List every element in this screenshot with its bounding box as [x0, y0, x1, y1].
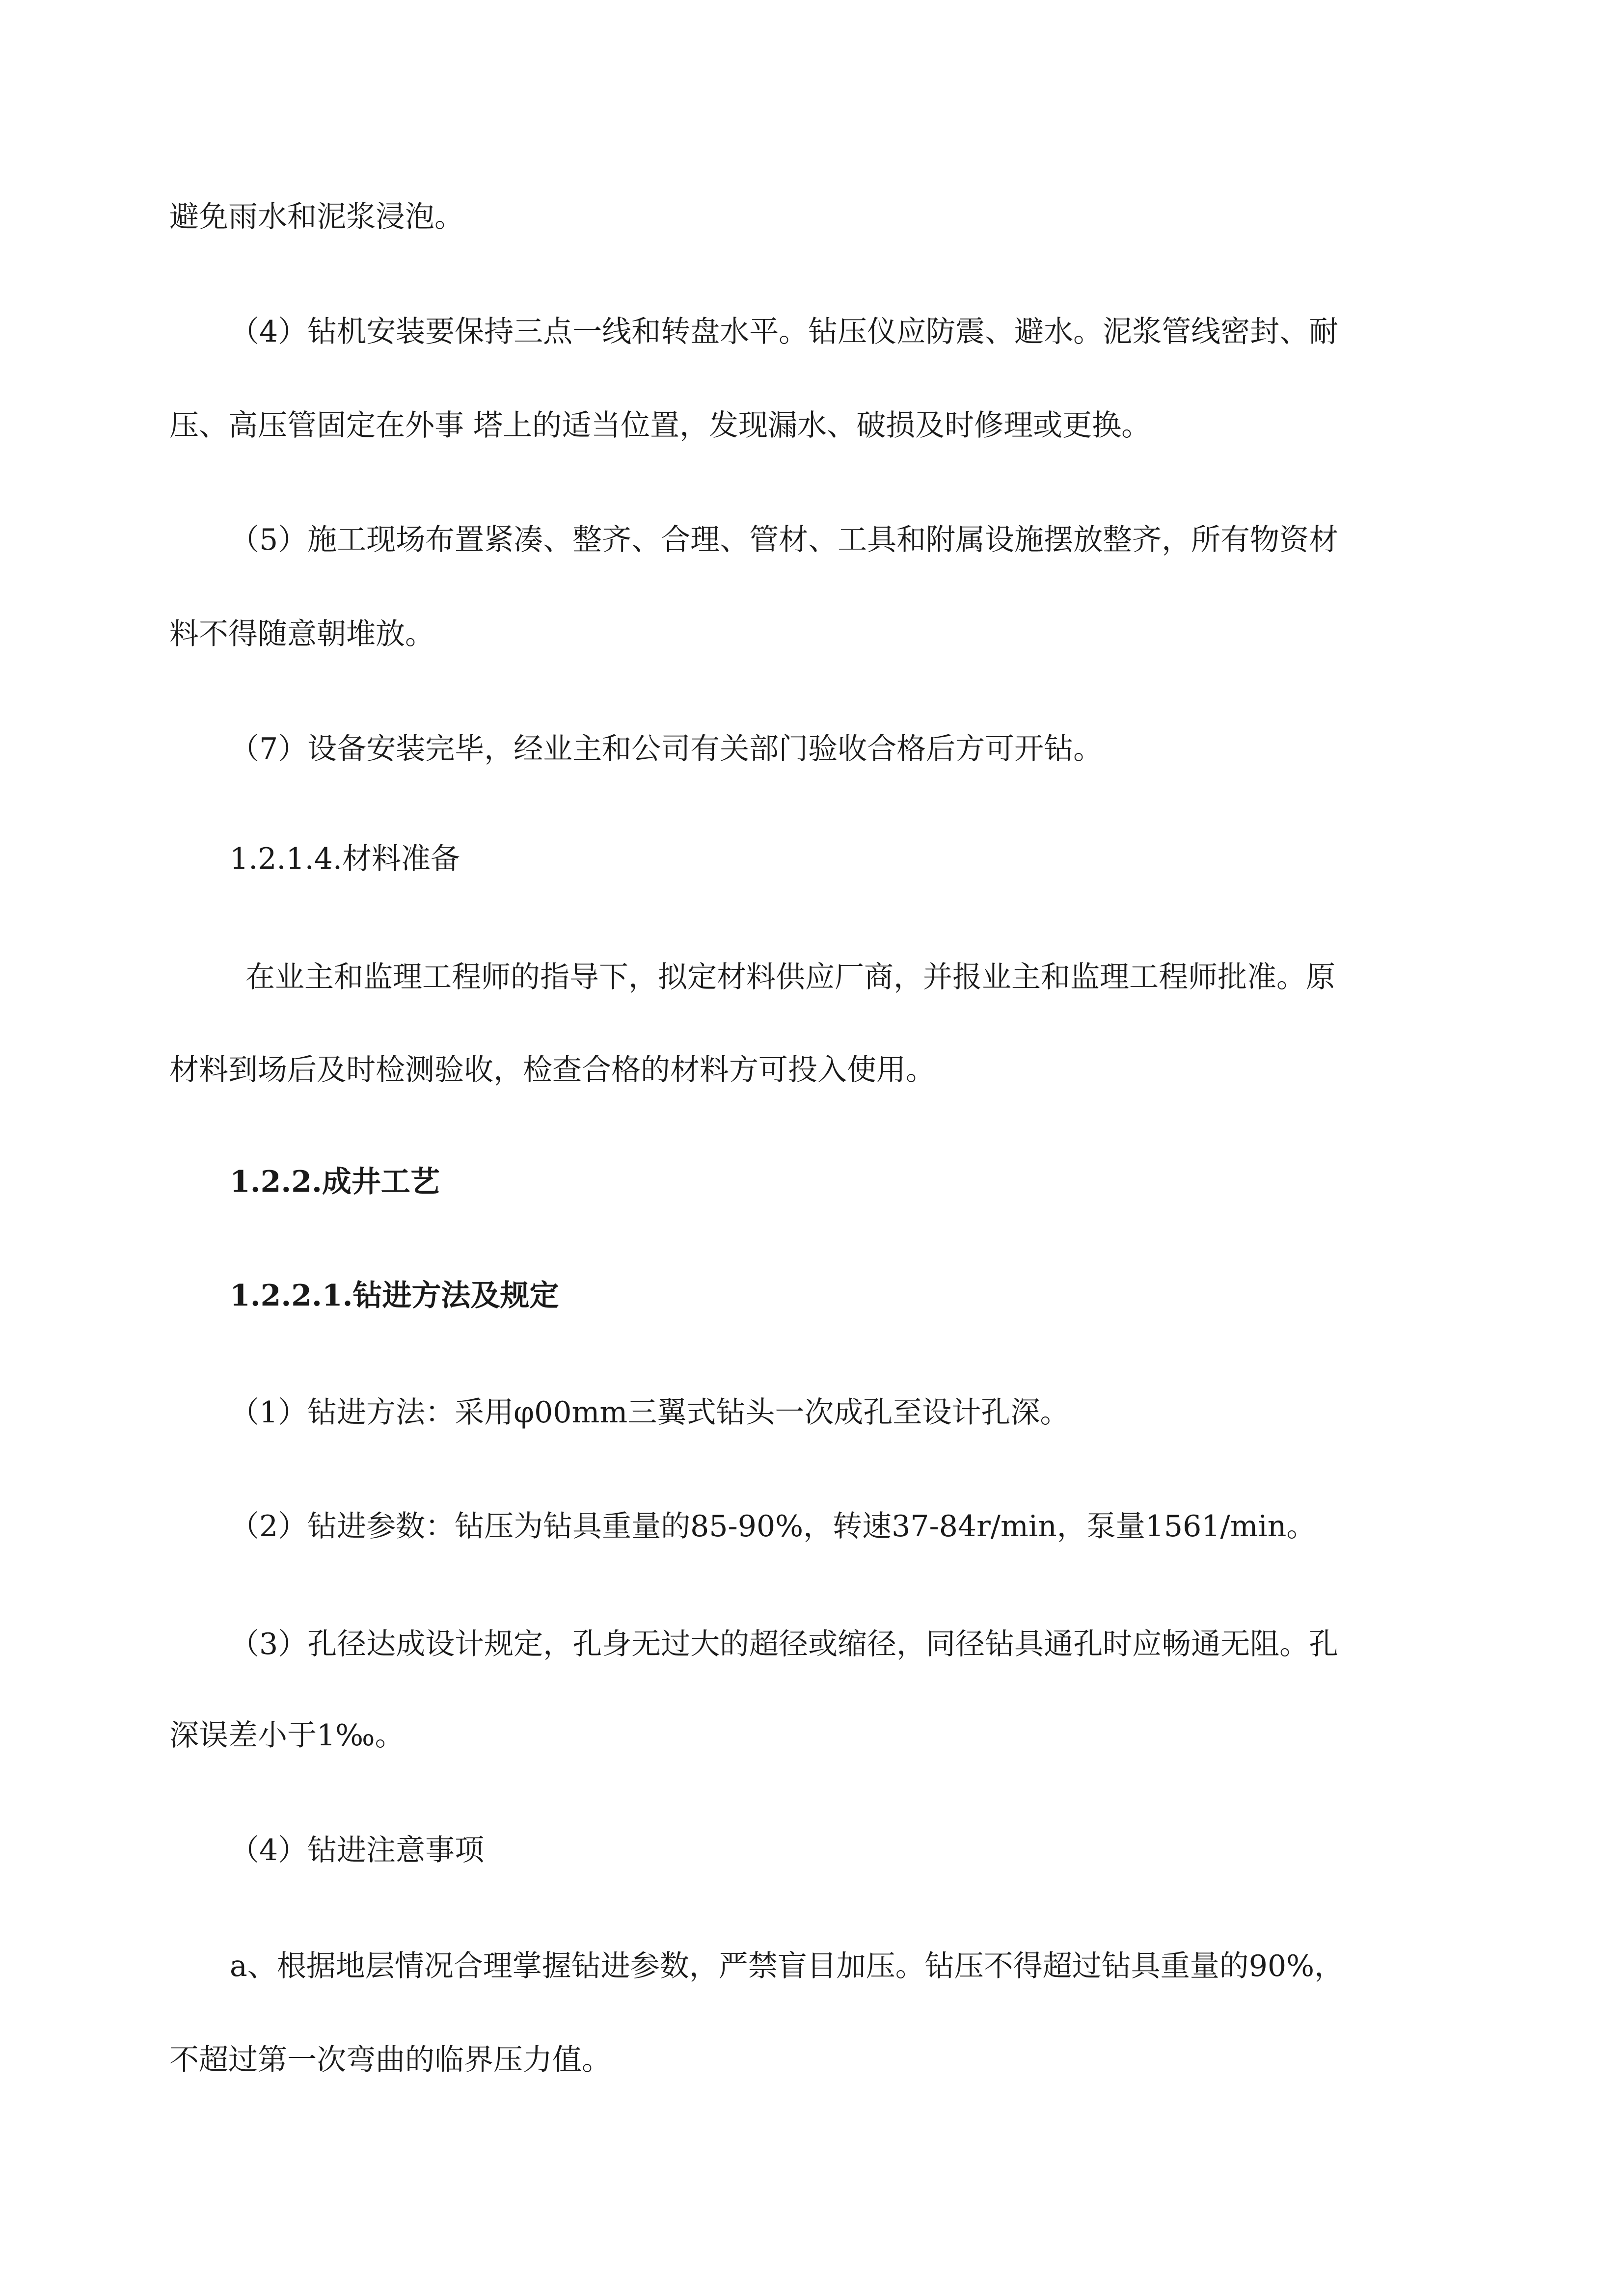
- text-line: 不超过第一次弯曲的临界压力值。: [169, 2043, 611, 2077]
- text-line: 深误差小于1‰。: [169, 1718, 405, 1753]
- text-line: （7）设备安装完毕，经业主和公司有关部门验收合格后方可开钻。: [230, 732, 1103, 766]
- text-line: （4）钻进注意事项: [230, 1833, 485, 1868]
- text-line: 避免雨水和泥浆浸泡。: [169, 200, 464, 234]
- text-line: （2）钻进参数：钻压为钻具重量的85-90%，转速37-84r/min，泵量1561/min。: [230, 1509, 1316, 1544]
- text-line: 在业主和监理工程师的指导下，拟定材料供应厂商，并报业主和监理工程师批准。原: [245, 960, 1335, 994]
- text-line: （4）钻机安装要保持三点一线和转盘水平。钻压仪应防震、避水。泥浆管线密封、耐: [230, 315, 1339, 349]
- section-heading: 1.2.1.4.材料准备: [230, 842, 460, 876]
- text-line: a、根据地层情况合理掌握钻进参数，严禁盲目加压。钻压不得超过钻具重量的90%，: [230, 1949, 1344, 1983]
- text-line: 压、高压管固定在外事 塔上的适当位置，发现漏水、破损及时修理或更换。: [169, 408, 1151, 443]
- section-heading: 1.2.2.1.钻进方法及规定: [230, 1279, 559, 1313]
- text-line: （1）钻进方法：采用φ00mm三翼式钻头一次成孔至设计孔深。: [230, 1395, 1070, 1430]
- text-line: （3）孔径达成设计规定，孔身无过大的超径或缩径，同径钻具通孔时应畅通无阻。孔: [230, 1627, 1339, 1661]
- text-line: 料不得随意朝堆放。: [169, 617, 434, 651]
- text-line: （5）施工现场布置紧凑、整齐、合理、管材、工具和附属设施摆放整齐，所有物资材: [230, 523, 1339, 557]
- text-line: 材料到场后及时检测验收，检查合格的材料方可投入使用。: [169, 1053, 935, 1087]
- section-heading: 1.2.2.成井工艺: [230, 1165, 440, 1199]
